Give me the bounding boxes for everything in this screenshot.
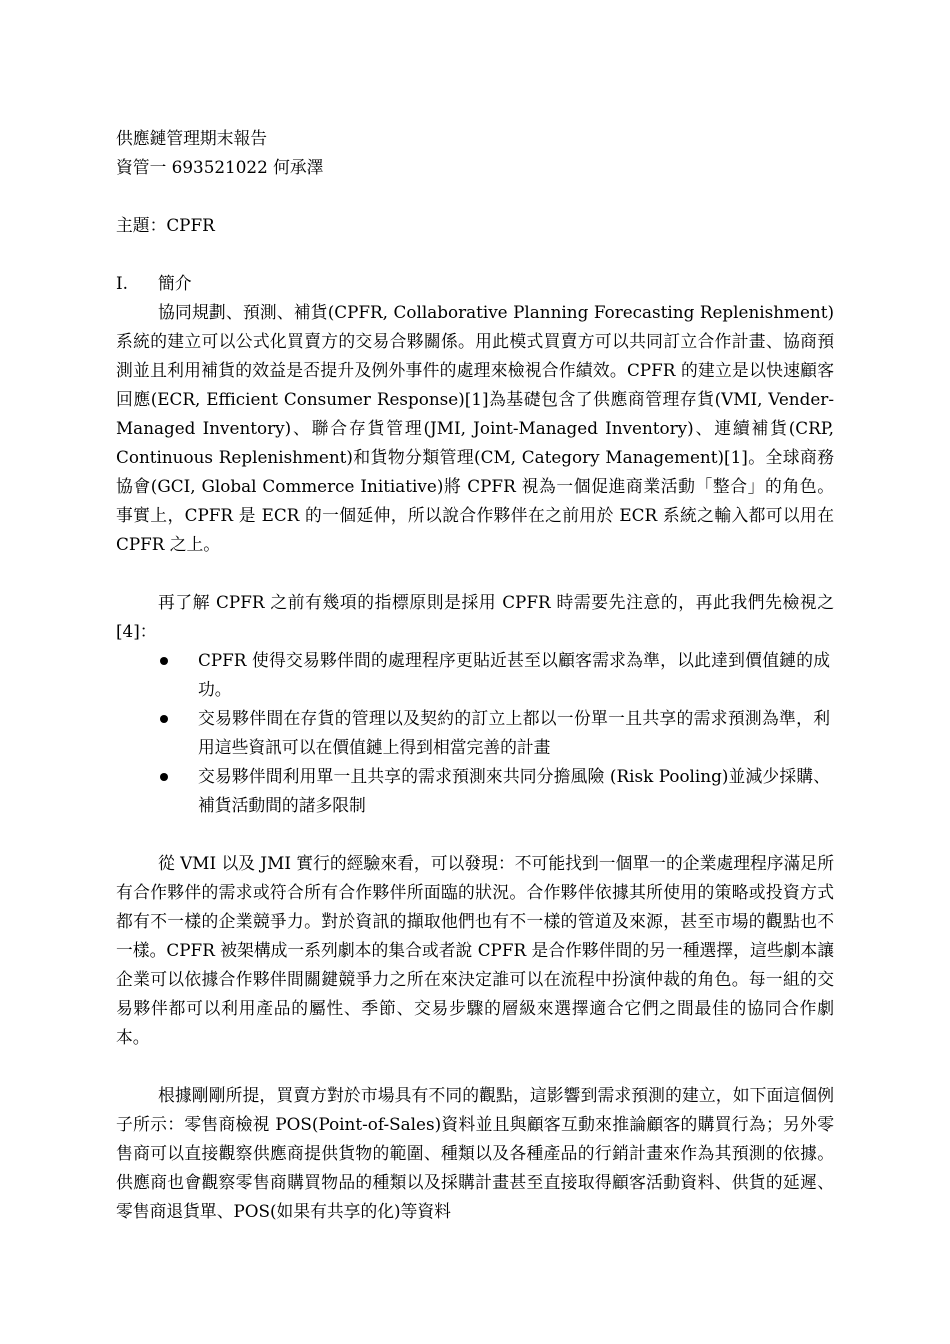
list-item [116, 704, 834, 762]
paragraph-example: 根據剛剛所提，買賣方對於市場具有不同的觀點，這影響到需求預測的建立，如下面這個例子所示：零售商檢視 POS(Point-of-Sales)資料並且與顧客互動來推論顧客的購買行為；另外零售商可以直接觀察供應商提供貨物的範圍、種類以及各種產品的行銷計畫來作為其預測的依據。供應商也會觀察零售商購買物品的種類以及採購計畫甚至直接取得顧客活動資料、供貨的延遲、零售商退貨單、POS(如果有共享的化)等資料 [116, 1085, 834, 1221]
list-item [116, 646, 834, 704]
document-page [116, 124, 834, 1226]
section-title: 簡介 [158, 273, 192, 293]
section-number: I. [116, 273, 128, 293]
list-item-text: 交易夥伴間在存貨的管理以及契約的訂立上都以一份單一且共享的需求預測為準，利用這些資訊可以在價值鏈上得到相當完善的計畫 [198, 708, 830, 757]
paragraph-experience: 從 VMI 以及 JMI 實行的經驗來看，可以發現：不可能找到一個單一的企業處理程序滿足所有合作夥伴的需求或符合所有合作夥伴所面臨的狀況。合作夥伴依據其所使用的策略或投資方式都有不一樣的企業競爭力。對於資訊的擷取他們也有不一樣的管道及來源，甚至市場的觀點也不一樣。CPFR 被架構成一系列劇本的集合或者說 CPFR 是合作夥伴間的另一種選擇，這些劇本讓企業可以依據合作夥伴間關鍵競爭力之所在來決定誰可以在流程中扮演仲裁的角色。每一組的交易夥伴都可以利用產品的屬性、季節、交易步驟的層級來選擇適合它們之間最佳的協同合作劇本。 [116, 853, 834, 1047]
bullet-icon [160, 657, 168, 665]
bullet-icon [160, 715, 168, 723]
list-item-text: 交易夥伴間利用單一且共享的需求預測來共同分擔風險 (Risk Pooling)並減少採購、補貨活動間的諸多限制 [198, 766, 830, 815]
paragraph-intro: 協同規劃、預測、補貨(CPFR, Collaborative Planning Forecasting Replenishment)系統的建立可以公式化買賣方的交易合夥關係。用此模式買賣方可以共同訂立合作計畫、協商預測並且利用補貨的效益是否提升及例外事件的處理來檢視合作績效。CPFR 的建立是以快速顧客回應(ECR, Efficient Consumer Response)[1]為基礎包含了供應商管理存貨(VMI, Vender-Managed Inventory)、聯合存貨管理(JMI, Joint-Managed Inventory)、連續補貨(CRP, Continuous Replenishment)和貨物分類管理(CM, Category Management)[1]。全球商務協會(GCI, Global Commerce Initiative)將 CPFR 視為一個促進商業活動「整合」的角色。事實上，CPFR 是 ECR 的一個延伸，所以說合作夥伴在之前用於 ECR 系統之輸入都可以用在 CPFR 之上。 [116, 302, 834, 554]
bullet-icon [160, 773, 168, 781]
spacer [116, 820, 834, 849]
topic-line: 主題：CPFR [116, 215, 215, 235]
spacer [116, 1052, 834, 1081]
list-item-text: CPFR 使得交易夥伴間的處理程序更貼近甚至以顧客需求為準，以此達到價值鏈的成功。 [198, 650, 830, 699]
section-heading [116, 269, 834, 298]
spacer [116, 182, 834, 211]
list-item [116, 762, 834, 820]
author-line: 資管一 693521022 何承澤 [116, 157, 324, 177]
principles-list [116, 646, 834, 820]
paragraph-principles: 再了解 CPFR 之前有幾項的指標原則是採用 CPFR 時需要先注意的，再此我們先檢視之[4]： [116, 592, 834, 641]
report-title: 供應鏈管理期末報告 [116, 128, 268, 148]
spacer [116, 559, 834, 588]
spacer [116, 240, 834, 269]
